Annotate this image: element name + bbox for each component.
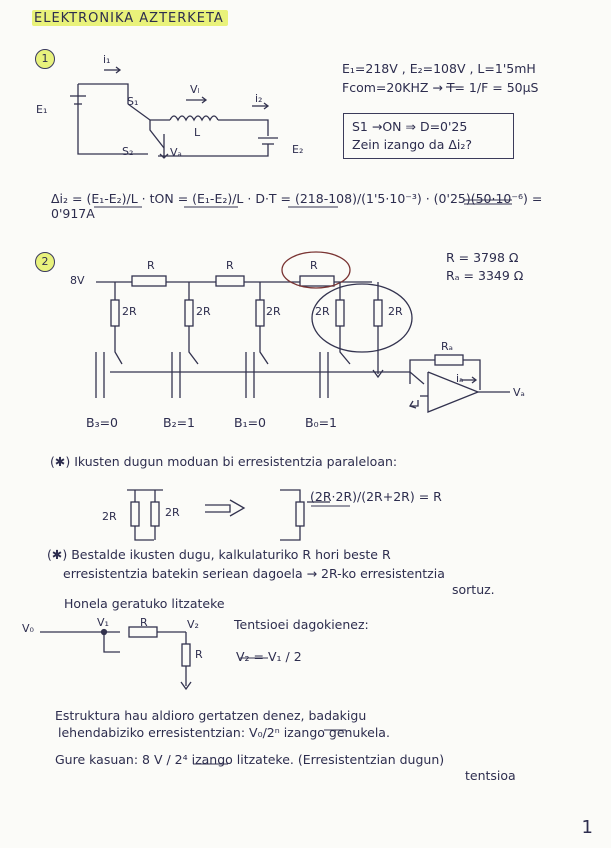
- series-r-3: R: [310, 259, 318, 272]
- shunt-2r-3: 2R: [266, 305, 281, 318]
- parallel-2r-right: 2R: [165, 506, 180, 519]
- label-ia: iₐ: [456, 372, 464, 385]
- series-r-2: R: [226, 259, 234, 272]
- freq-line: Fcom=20KHZ → T= 1/F = 50μS: [342, 80, 539, 95]
- section-1-badge: 1: [35, 49, 55, 69]
- tension-word: tentsioa: [465, 768, 516, 783]
- label-v0: V₀: [22, 622, 34, 635]
- structure-line-2: lehendabiziko erresistentzian: V₀/2ⁿ izango genukela.: [58, 725, 390, 740]
- v2-equation: V₂ = V₁ / 2: [236, 649, 302, 664]
- tension-note: Tentsioei dagokienez:: [234, 617, 369, 632]
- note-series-3: sortuz.: [452, 582, 495, 597]
- shunt-2r-2: 2R: [196, 305, 211, 318]
- bit-b1: B₁=0: [234, 415, 267, 430]
- label-s2: S₂: [122, 145, 134, 158]
- label-v2: V₂: [187, 618, 199, 631]
- bit-b2: B₂=1: [163, 415, 196, 430]
- note-series-2: erresistentzia batekin seriean dagoela → 2R-ko erresistentzia: [63, 566, 445, 581]
- label-e1: E₁: [36, 103, 48, 116]
- label-l: L: [194, 126, 201, 139]
- label-i2: i₂: [255, 92, 263, 105]
- structure-line-1: Estruktura hau aldioro gertatzen denez, badakigu: [55, 708, 367, 723]
- parallel-equation: (2R·2R)/(2R+2R) = R: [310, 489, 442, 504]
- label-i1: i₁: [103, 53, 111, 66]
- page-title: ELEKTRONIKA AZTERKETA: [32, 10, 228, 26]
- label-vl: Vₗ: [190, 83, 200, 96]
- label-s1: S₁: [127, 95, 139, 108]
- supply-label: 8V: [70, 274, 85, 287]
- parallel-2r-left: 2R: [102, 510, 117, 523]
- equiv-r: R: [140, 616, 148, 629]
- note-series-1: (✱) Bestalde ikusten dugu, kalkulaturiko R hori beste R: [47, 547, 391, 562]
- value-ra: Rₐ = 3349 Ω: [446, 268, 524, 283]
- question-line-1: S1 →ON ⇒ D=0'25: [352, 119, 468, 134]
- shunt-2r-4: 2R: [315, 305, 330, 318]
- bit-b3: B₃=0: [86, 415, 119, 430]
- section-2-badge: 2: [35, 252, 55, 272]
- label-v1: V₁: [97, 616, 109, 629]
- series-r-1: R: [147, 259, 155, 272]
- equiv-r-shunt: R: [195, 648, 203, 661]
- our-case-line: Gure kasuan: 8 V / 2⁴ izango litzateke. (Erresistentzian dugun): [55, 752, 445, 767]
- shunt-2r-5: 2R: [388, 305, 403, 318]
- note-result: Honela geratuko litzateke: [64, 596, 225, 611]
- page-number: 1: [581, 817, 593, 838]
- label-va-output: Vₐ: [513, 386, 525, 399]
- value-r: R = 3798 Ω: [446, 250, 519, 265]
- label-va: Vₐ: [170, 146, 182, 159]
- delta-i2-formula: Δi₂ = (E₁-E₂)/L · tON = (E₁-E₂)/L · D·T = (218-108)/(1'5·10⁻³) · (0'25)(50·10⁻⁶) = 0'917A: [51, 191, 543, 221]
- note-parallel: (✱) Ikusten dugun moduan bi erresistentzia paraleloan:: [50, 454, 398, 469]
- params-line: E₁=218V , E₂=108V , L=1'5mH: [342, 61, 536, 76]
- label-e2: E₂: [292, 143, 304, 156]
- bit-b0: B₀=1: [305, 415, 338, 430]
- question-line-2: Zein izango da Δi₂?: [352, 137, 473, 152]
- label-ra: Rₐ: [441, 340, 453, 353]
- shunt-2r-1: 2R: [122, 305, 137, 318]
